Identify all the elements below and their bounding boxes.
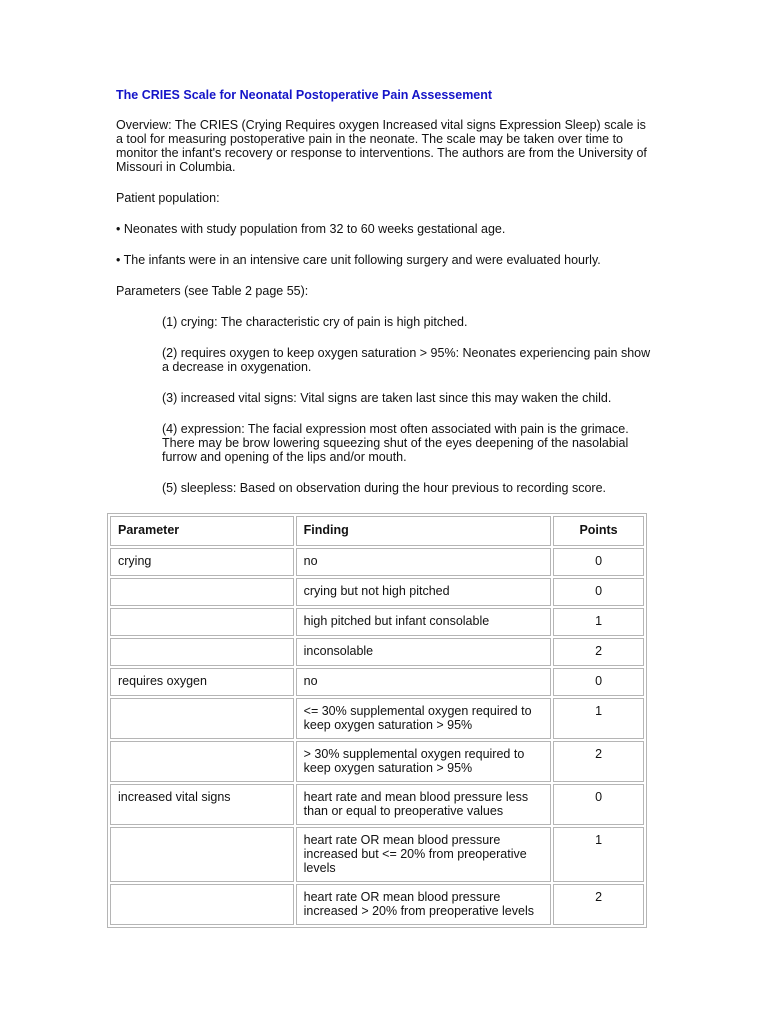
cell-finding: heart rate OR mean blood pressure increased > 20% from preoperative levels	[296, 884, 551, 925]
cell-points: 2	[553, 638, 644, 666]
document-title: The CRIES Scale for Neonatal Postoperative Pain Assessement	[116, 88, 493, 102]
cell-points: 0	[553, 548, 644, 576]
parameter-item: (5) sleepless: Based on observation during the hour previous to recording score.	[162, 481, 607, 495]
document-body	[116, 88, 656, 512]
cell-points: 2	[553, 884, 644, 925]
population-item: • The infants were in an intensive care unit following surgery and were evaluated hourly.	[116, 253, 601, 267]
cell-parameter	[110, 884, 294, 925]
cell-points: 1	[553, 608, 644, 636]
table-header-row	[110, 516, 644, 546]
cell-points: 2	[553, 741, 644, 782]
cell-finding: high pitched but infant consolable	[296, 608, 551, 636]
cell-points: 0	[553, 784, 644, 825]
cell-points: 0	[553, 668, 644, 696]
cell-points: 0	[553, 578, 644, 606]
cell-parameter	[110, 741, 294, 782]
cell-finding: no	[296, 668, 551, 696]
table-row	[110, 884, 644, 925]
cell-parameter	[110, 578, 294, 606]
cell-parameter	[110, 608, 294, 636]
table-row	[110, 698, 644, 739]
overview-paragraph: Overview: The CRIES (Crying Requires oxygen Increased vital signs Expression Sleep) scale is a tool for measuring postoperative pain in the neonate. The scale may be taken over time to monitor the infant's recovery or response to interventions. The authors are from the University of Missouri in Columbia.	[116, 118, 647, 174]
cell-finding: heart rate and mean blood pressure less than or equal to preoperative values	[296, 784, 551, 825]
cell-finding: inconsolable	[296, 638, 551, 666]
table-row	[110, 827, 644, 882]
table-row	[110, 608, 644, 636]
cell-parameter: increased vital signs	[110, 784, 294, 825]
header-finding: Finding	[296, 516, 551, 546]
cell-finding: no	[296, 548, 551, 576]
cell-points: 1	[553, 827, 644, 882]
population-item: • Neonates with study population from 32 to 60 weeks gestational age.	[116, 222, 506, 236]
table-row	[110, 548, 644, 576]
table-row	[110, 578, 644, 606]
cell-parameter	[110, 827, 294, 882]
parameter-item: (3) increased vital signs: Vital signs are taken last since this may waken the child.	[162, 391, 612, 405]
cell-finding: <= 30% supplemental oxygen required to keep oxygen saturation > 95%	[296, 698, 551, 739]
table-row	[110, 784, 644, 825]
cell-points: 1	[553, 698, 644, 739]
cell-finding: crying but not high pitched	[296, 578, 551, 606]
table-row	[110, 638, 644, 666]
parameter-item: (2) requires oxygen to keep oxygen saturation > 95%: Neonates experiencing pain show a decrease in oxygenation.	[162, 346, 651, 374]
cell-finding: heart rate OR mean blood pressure increased but <= 20% from preoperative levels	[296, 827, 551, 882]
table-row	[110, 741, 644, 782]
header-points: Points	[553, 516, 644, 546]
cell-parameter	[110, 698, 294, 739]
cell-parameter: requires oxygen	[110, 668, 294, 696]
parameter-item: (1) crying: The characteristic cry of pain is high pitched.	[162, 315, 468, 329]
cell-finding: > 30% supplemental oxygen required to keep oxygen saturation > 95%	[296, 741, 551, 782]
population-heading: Patient population:	[116, 191, 220, 205]
header-parameter: Parameter	[110, 516, 294, 546]
parameter-item: (4) expression: The facial expression most often associated with pain is the grimace. There may be brow lowering squeezing shut of the eyes deepening of the nasolabial furrow and opening of the lips and/or mouth.	[162, 422, 629, 464]
cell-parameter: crying	[110, 548, 294, 576]
table-row	[110, 668, 644, 696]
parameters-heading: Parameters (see Table 2 page 55):	[116, 284, 309, 298]
cell-parameter	[110, 638, 294, 666]
cries-scale-table	[107, 513, 647, 928]
